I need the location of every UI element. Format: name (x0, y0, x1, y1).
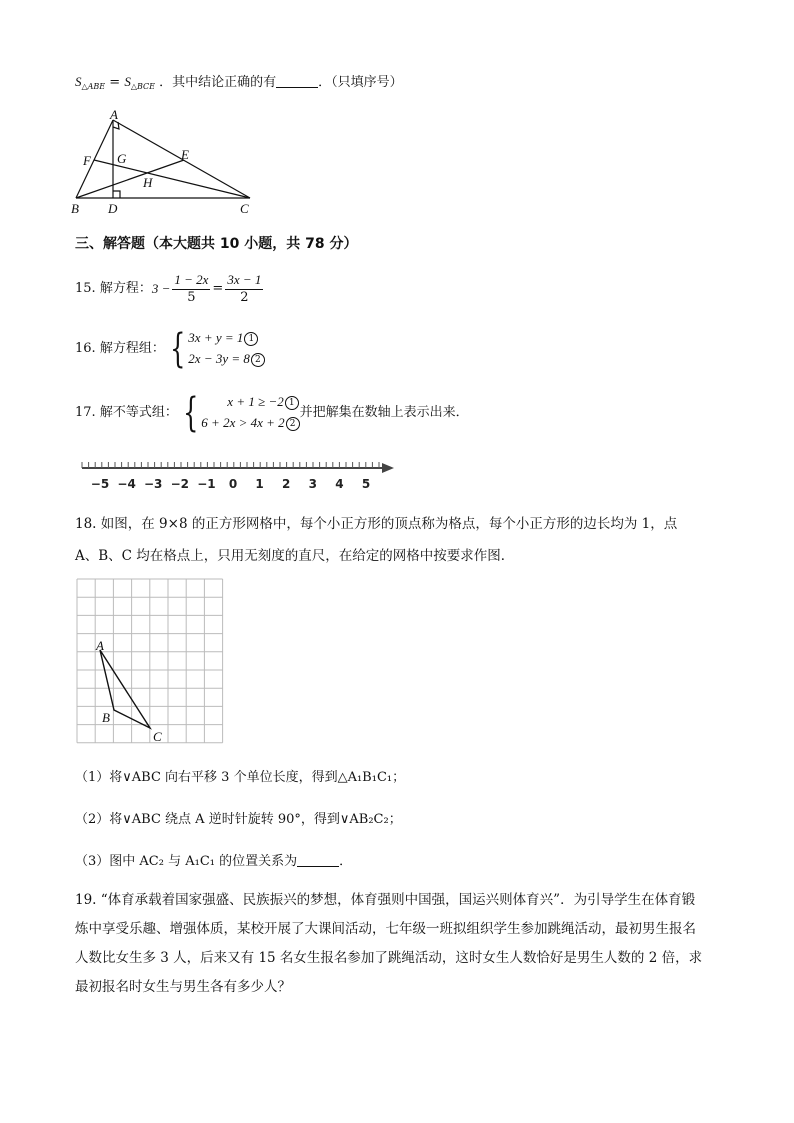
q15-equals: = (212, 281, 224, 296)
q16-circle-mark-2: 2 (251, 353, 265, 367)
q16-prompt: 解方程组： (99, 341, 165, 356)
q18-part-3-text: （3）图中 AC₂ 与 A₁C₁ 的位置关系为 (75, 854, 298, 869)
q18-answer-blank[interactable] (297, 852, 339, 867)
number-line-label: −5 (90, 477, 110, 491)
top-line (75, 72, 403, 97)
q17-inequality-2: 6 + 2x > 4x + 2 (201, 415, 285, 430)
q15-fraction-right (225, 272, 263, 306)
area-symbol-right: S (124, 74, 131, 89)
q16-circle-mark-1: 1 (244, 332, 258, 346)
number-line (78, 452, 398, 498)
label-h: H (143, 175, 153, 190)
q17-inequality-1: x + 1 ≥ −2 (227, 394, 284, 409)
label-g: G (117, 151, 127, 166)
answer-blank[interactable] (276, 73, 318, 88)
q15-denominator-right: 2 (240, 290, 249, 305)
label-b: B (71, 201, 79, 216)
number-line-label: 5 (361, 477, 371, 491)
q17-system (178, 392, 300, 434)
q16-system (165, 328, 265, 370)
q19-line-4: 最初报名时女生与男生各有多少人？ (75, 979, 291, 995)
q15-numerator-right: 3x − 1 (225, 272, 263, 290)
number-line-label: 3 (308, 477, 317, 491)
label-a: A (110, 108, 118, 122)
q15-lead: 3 − (151, 281, 171, 296)
q17-circle-mark-1: 1 (285, 396, 299, 410)
label-e: E (181, 147, 189, 162)
section-3-heading: 三、解答题（本大题共 10 小题，共 78 分） (75, 236, 358, 252)
question-16 (75, 328, 265, 370)
grid-label-a: A (96, 638, 104, 653)
q17-brace: { (182, 390, 199, 436)
number-line-label: 0 (228, 477, 238, 491)
grid-figure (76, 578, 228, 750)
q18-part-3-tail: ． (339, 854, 353, 869)
number-line-label: 4 (335, 477, 344, 491)
label-f: F (83, 153, 91, 168)
q15-prompt: 解方程： (99, 281, 152, 296)
conclusion-tail: ．（只填序号） (318, 75, 403, 90)
label-d: D (108, 201, 118, 216)
q19-line-1: 19. “体育承载着国家强盛、民族振兴的梦想，体育强则中国强，国运兴则体育兴”．为引导学生在体育锻 (75, 892, 696, 908)
grid-label-b: B (102, 710, 110, 725)
number-line-arrow-icon (382, 463, 394, 473)
q19-line-3: 人数比女生多 3 人，后来又有 15 名女生报名参加了跳绳活动，这时女生人数恰好是男生人数的 2 倍，求 (75, 950, 703, 966)
q15-fraction-left (172, 272, 210, 306)
number-line-label: 1 (255, 477, 264, 491)
area-symbol-left: S (75, 74, 82, 89)
q18-line-2: A、B、C 均在格点上，只用无刻度的直尺，在给定的网格中按要求作图． (75, 548, 515, 564)
q18-part-2: （2）将∨ABC 绕点 A 逆时针旋转 90°，得到∨AB₂C₂； (75, 812, 402, 827)
number-line-label: −4 (117, 477, 136, 491)
q16-brace: { (169, 326, 186, 372)
q16-equation-1: 3x + y = 1 (188, 330, 244, 345)
q18-part-3 (75, 852, 352, 872)
question-17 (75, 392, 469, 434)
number-line-label: −2 (170, 477, 190, 491)
q18-line-1: 18. 如图，在 9×8 的正方形网格中，每个小正方形的顶点称为格点，每个小正方形的边长均为 1，点 (75, 516, 678, 532)
q17-circle-mark-2: 2 (286, 417, 300, 431)
q18-part-1: （1）将∨ABC 向右平移 3 个单位长度，得到△A₁B₁C₁； (75, 770, 406, 785)
area-subscript-right: △BCE (130, 82, 155, 91)
q17-tail: 并把解集在数轴上表示出来． (299, 405, 469, 420)
question-19 (75, 886, 725, 1002)
triangle-figure (68, 108, 268, 220)
number-line-label: −3 (143, 477, 163, 491)
number-line-label: 2 (282, 477, 291, 491)
q17-number: 17. (75, 405, 96, 420)
q19-line-2: 炼中享受乐趣、增强体质，某校开展了大课间活动，七年级一班拟组织学生参加跳绳活动，最初男生报名 (75, 921, 696, 937)
area-subscript-left: △ABE (81, 82, 106, 91)
equals-sign: = (105, 75, 125, 90)
q17-prompt: 解不等式组： (99, 405, 178, 420)
grid-label-c: C (153, 729, 162, 744)
q15-number: 15. (75, 281, 96, 296)
q16-equation-2: 2x − 3y = 8 (188, 351, 250, 366)
right-angle-d-mark (113, 191, 120, 198)
q15-denominator-left: 5 (187, 290, 196, 305)
label-c: C (240, 201, 249, 216)
q15-numerator-left: 1 − 2x (172, 272, 210, 290)
segment-be (76, 160, 184, 198)
right-angle-a-mark (113, 122, 119, 129)
conclusion-text: ．其中结论正确的有 (159, 75, 277, 90)
question-15 (75, 270, 265, 308)
q16-number: 16. (75, 341, 96, 356)
number-line-label: −1 (197, 477, 216, 491)
